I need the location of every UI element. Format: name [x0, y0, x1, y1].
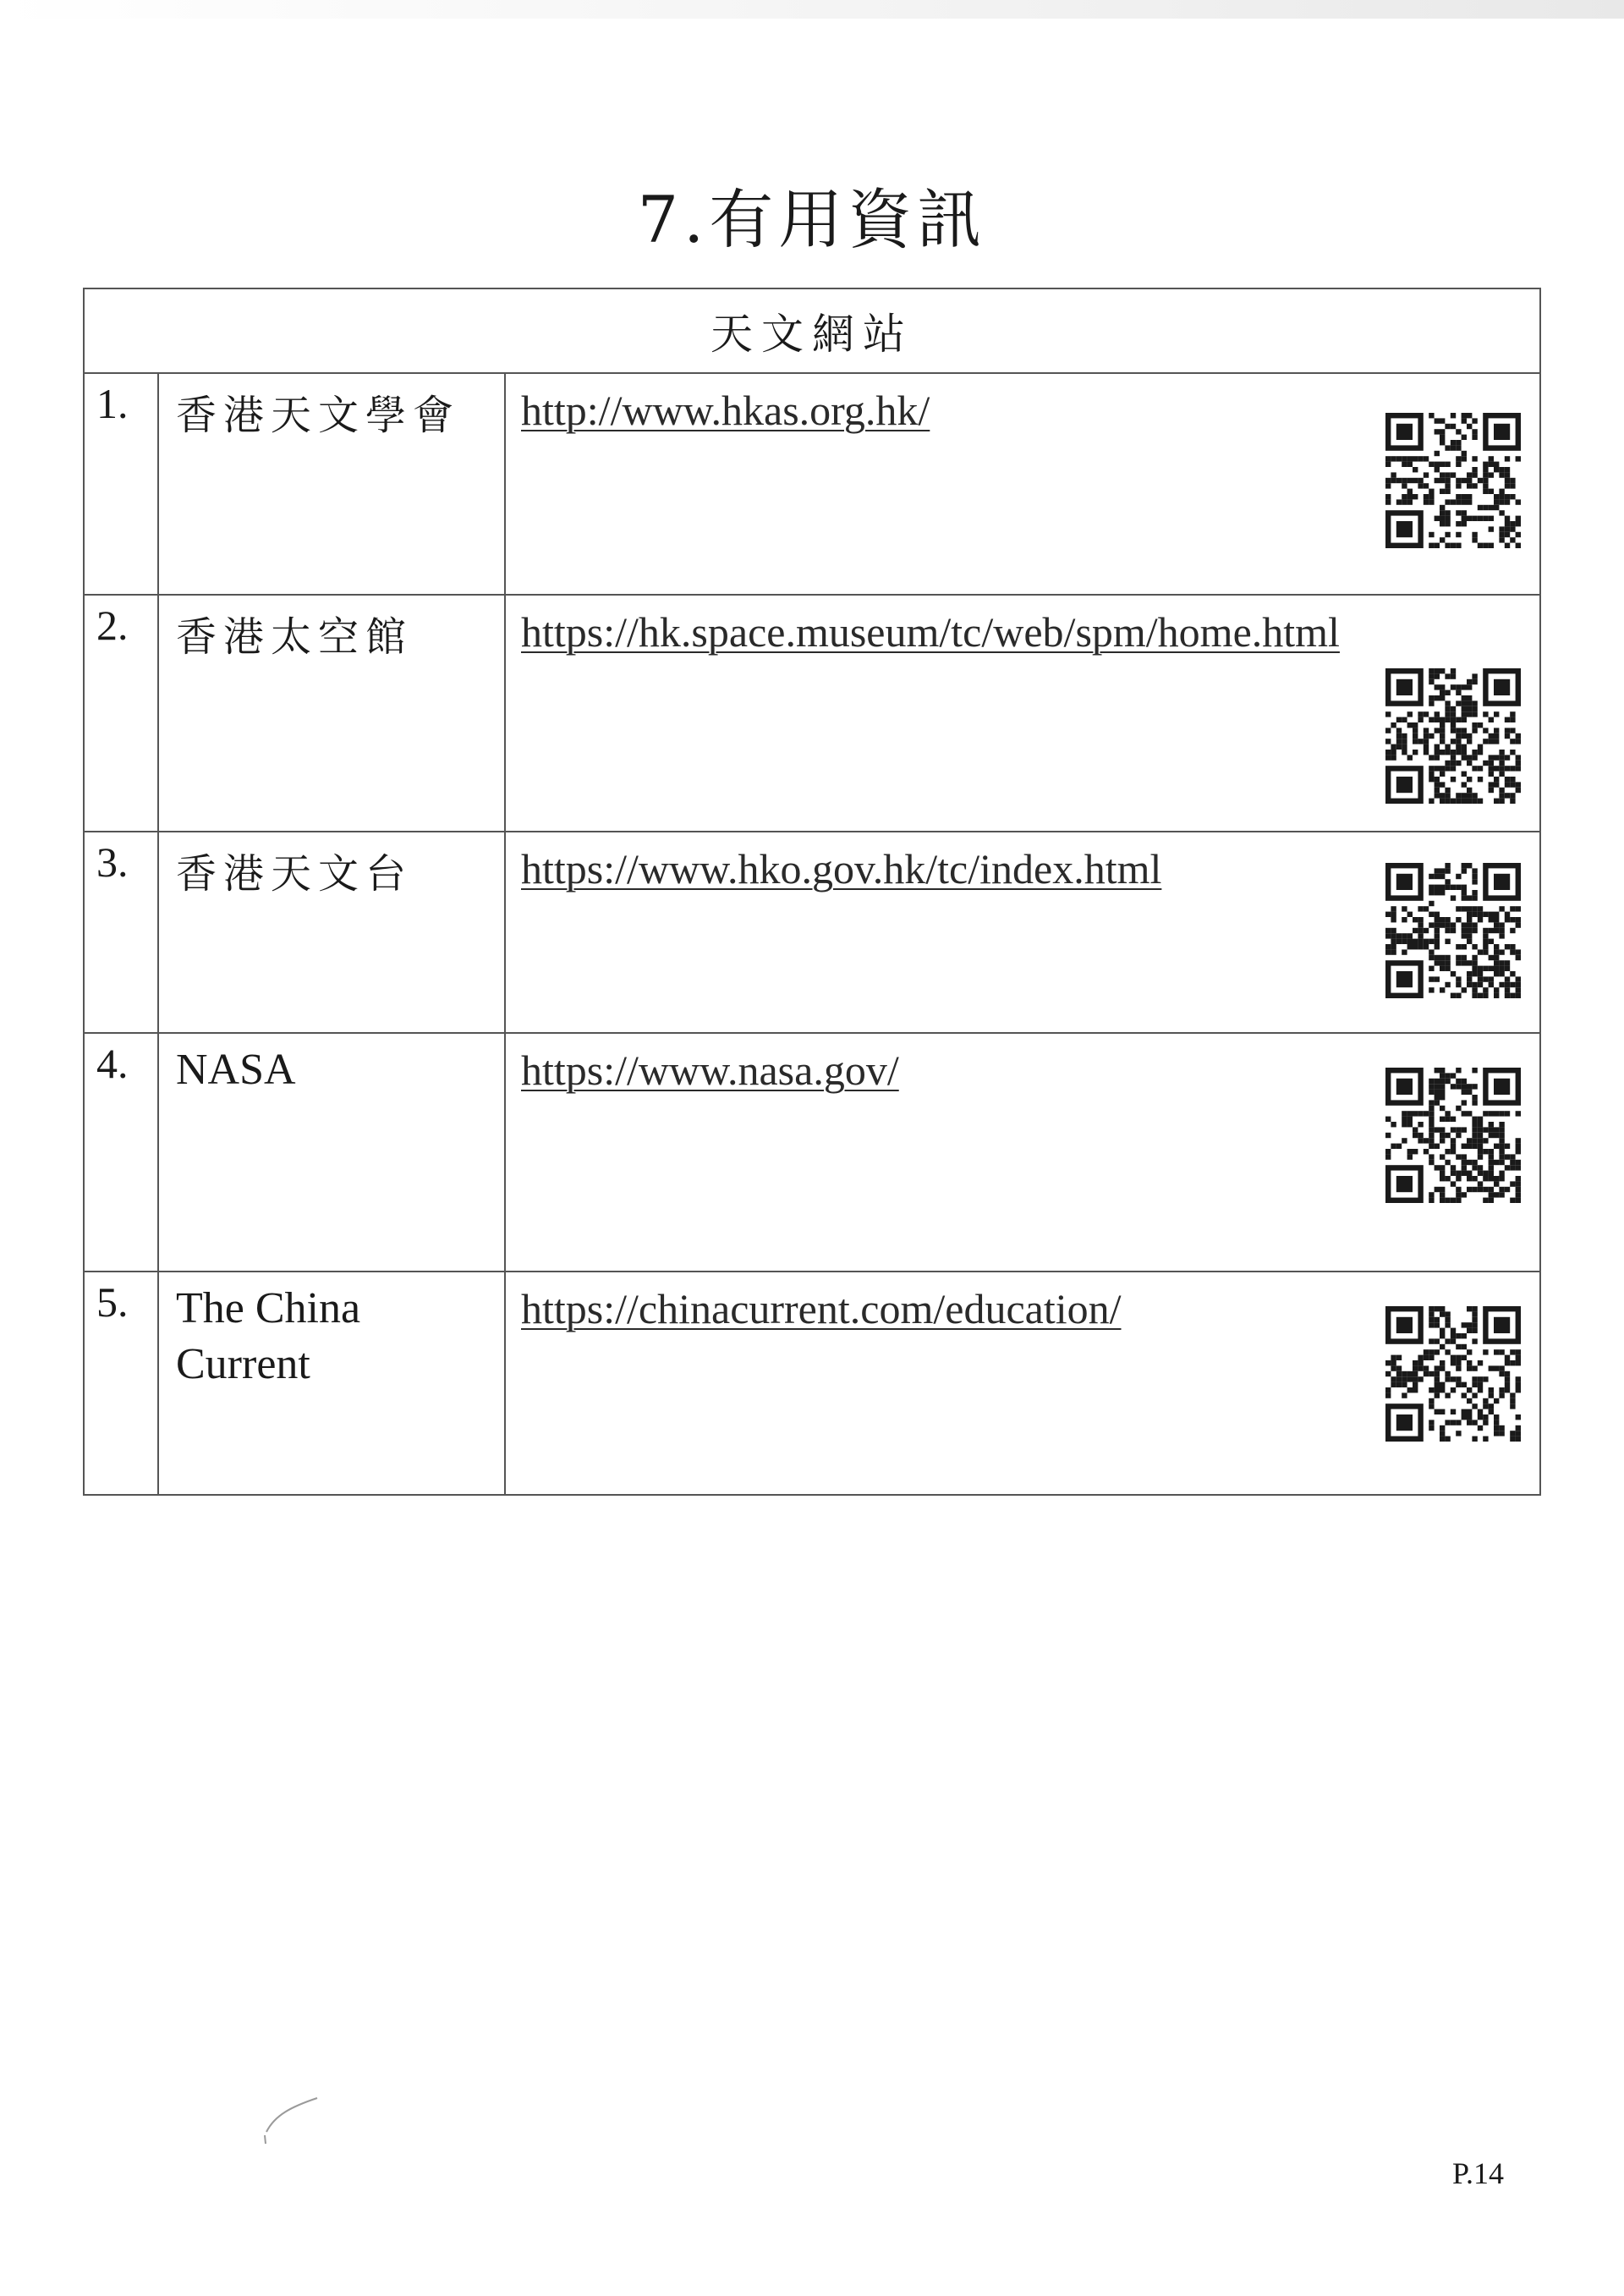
- site-name: NASA: [158, 1033, 505, 1272]
- row-number: 3.: [84, 832, 158, 1033]
- table-row: [84, 1272, 1540, 1495]
- qr-code-icon[interactable]: [1385, 668, 1521, 804]
- qr-code-icon[interactable]: [1385, 863, 1521, 998]
- site-name: 香港天文台: [158, 832, 505, 1033]
- table-header-row: [84, 288, 1540, 373]
- site-url-link[interactable]: https://chinacurrent.com/education/: [521, 1285, 1122, 1332]
- astronomy-websites-table: [83, 288, 1541, 1496]
- url-cell: [505, 1033, 1540, 1272]
- row-number: 5.: [84, 1272, 158, 1495]
- url-cell: [505, 373, 1540, 595]
- row-number: 1.: [84, 373, 158, 595]
- page-title: 7.有用資訊: [637, 181, 987, 257]
- url-cell: [505, 832, 1540, 1033]
- url-cell: [505, 595, 1540, 832]
- site-url-link[interactable]: https://hk.space.museum/tc/web/spm/home.html: [521, 608, 1340, 656]
- row-number: 2.: [84, 595, 158, 832]
- row-number: 4.: [84, 1033, 158, 1272]
- site-url-link[interactable]: https://www.nasa.gov/: [521, 1046, 899, 1094]
- table-row: [84, 373, 1540, 595]
- page-number: P.14: [1451, 2156, 1504, 2190]
- qr-code-icon[interactable]: [1385, 1306, 1521, 1442]
- site-url-link[interactable]: http://www.hkas.org.hk/: [521, 387, 930, 434]
- site-name: 香港天文學會: [158, 373, 505, 595]
- table-row: [84, 832, 1540, 1033]
- qr-code-icon[interactable]: [1385, 413, 1521, 548]
- site-url-link[interactable]: https://www.hko.gov.hk/tc/index.html: [521, 845, 1162, 893]
- table-header: 天文網站: [84, 288, 1540, 373]
- table-row: [84, 595, 1540, 832]
- site-name: 香港太空館: [158, 595, 505, 832]
- url-cell: [505, 1272, 1540, 1495]
- scan-edge-shadow: [0, 0, 1624, 19]
- table-row: [84, 1033, 1540, 1272]
- site-name: The China Current: [158, 1272, 505, 1495]
- qr-code-icon[interactable]: [1385, 1068, 1521, 1203]
- pen-stroke-mark: [258, 2081, 326, 2149]
